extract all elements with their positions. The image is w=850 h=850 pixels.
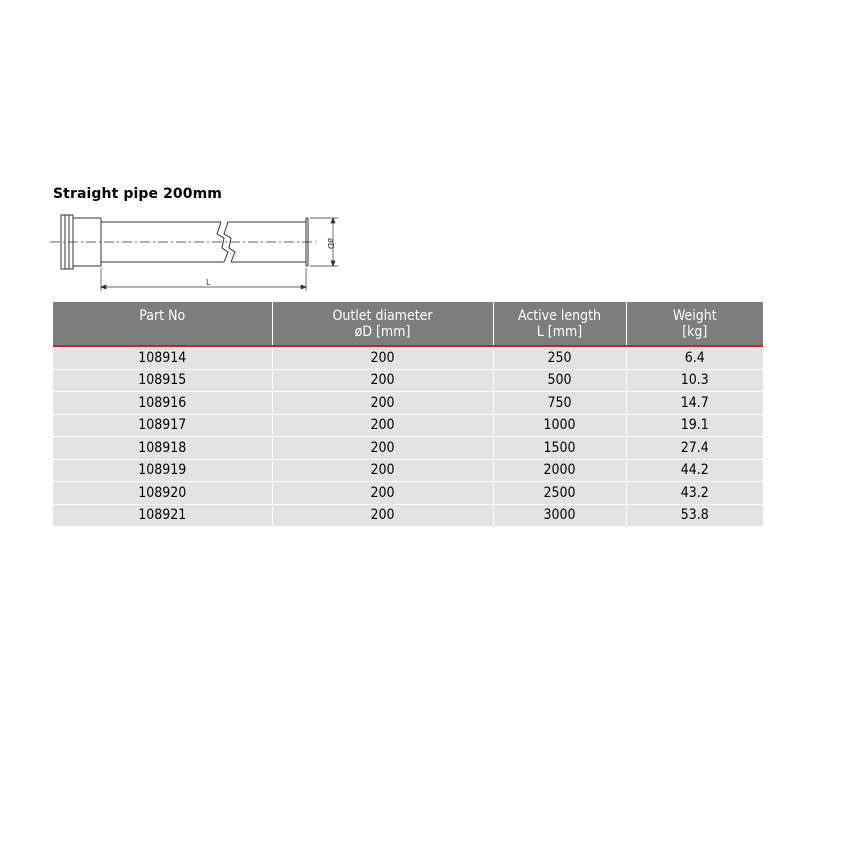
header-part-no: Part No	[53, 302, 272, 346]
cell-weight: 27.4	[626, 437, 763, 460]
cell-diameter: 200	[272, 346, 493, 369]
cell-diameter: 200	[272, 437, 493, 460]
table-row	[53, 437, 763, 460]
cell-length: 250	[493, 346, 626, 369]
cell-length: 3000	[493, 504, 626, 526]
cell-part-no: 108917	[53, 414, 272, 437]
cell-length: 2000	[493, 459, 626, 482]
table-row	[53, 414, 763, 437]
table-row	[53, 504, 763, 526]
cell-part-no: 108919	[53, 459, 272, 482]
page-title: Straight pipe 200mm	[53, 186, 222, 202]
cell-diameter: 200	[272, 414, 493, 437]
cell-part-no: 108920	[53, 482, 272, 505]
cell-part-no: 108914	[53, 346, 272, 369]
table-row	[53, 459, 763, 482]
header-outlet-diameter: Outlet diameter øD [mm]	[272, 302, 493, 346]
cell-diameter: 200	[272, 392, 493, 415]
cell-weight: 19.1	[626, 414, 763, 437]
cell-weight: 43.2	[626, 482, 763, 505]
header-active-length: Active length L [mm]	[493, 302, 626, 346]
table-row	[53, 346, 763, 369]
cell-weight: 6.4	[626, 346, 763, 369]
cell-weight: 10.3	[626, 369, 763, 392]
cell-part-no: 108921	[53, 504, 272, 526]
cell-part-no: 108916	[53, 392, 272, 415]
cell-length: 750	[493, 392, 626, 415]
cell-length: 500	[493, 369, 626, 392]
cell-diameter: 200	[272, 482, 493, 505]
pipe-drawing-icon	[46, 208, 346, 294]
cell-length: 2500	[493, 482, 626, 505]
cell-weight: 44.2	[626, 459, 763, 482]
diameter-label: øD	[326, 238, 335, 250]
table-row	[53, 392, 763, 415]
cell-weight: 14.7	[626, 392, 763, 415]
table-row	[53, 482, 763, 505]
cell-length: 1500	[493, 437, 626, 460]
cell-weight: 53.8	[626, 504, 763, 526]
cell-diameter: 200	[272, 459, 493, 482]
table-header-row	[53, 302, 763, 346]
length-label: L	[206, 278, 211, 287]
header-weight: Weight [kg]	[626, 302, 763, 346]
table-row	[53, 369, 763, 392]
parts-table	[53, 302, 763, 526]
cell-diameter: 200	[272, 504, 493, 526]
cell-diameter: 200	[272, 369, 493, 392]
cell-part-no: 108915	[53, 369, 272, 392]
cell-length: 1000	[493, 414, 626, 437]
cell-part-no: 108918	[53, 437, 272, 460]
